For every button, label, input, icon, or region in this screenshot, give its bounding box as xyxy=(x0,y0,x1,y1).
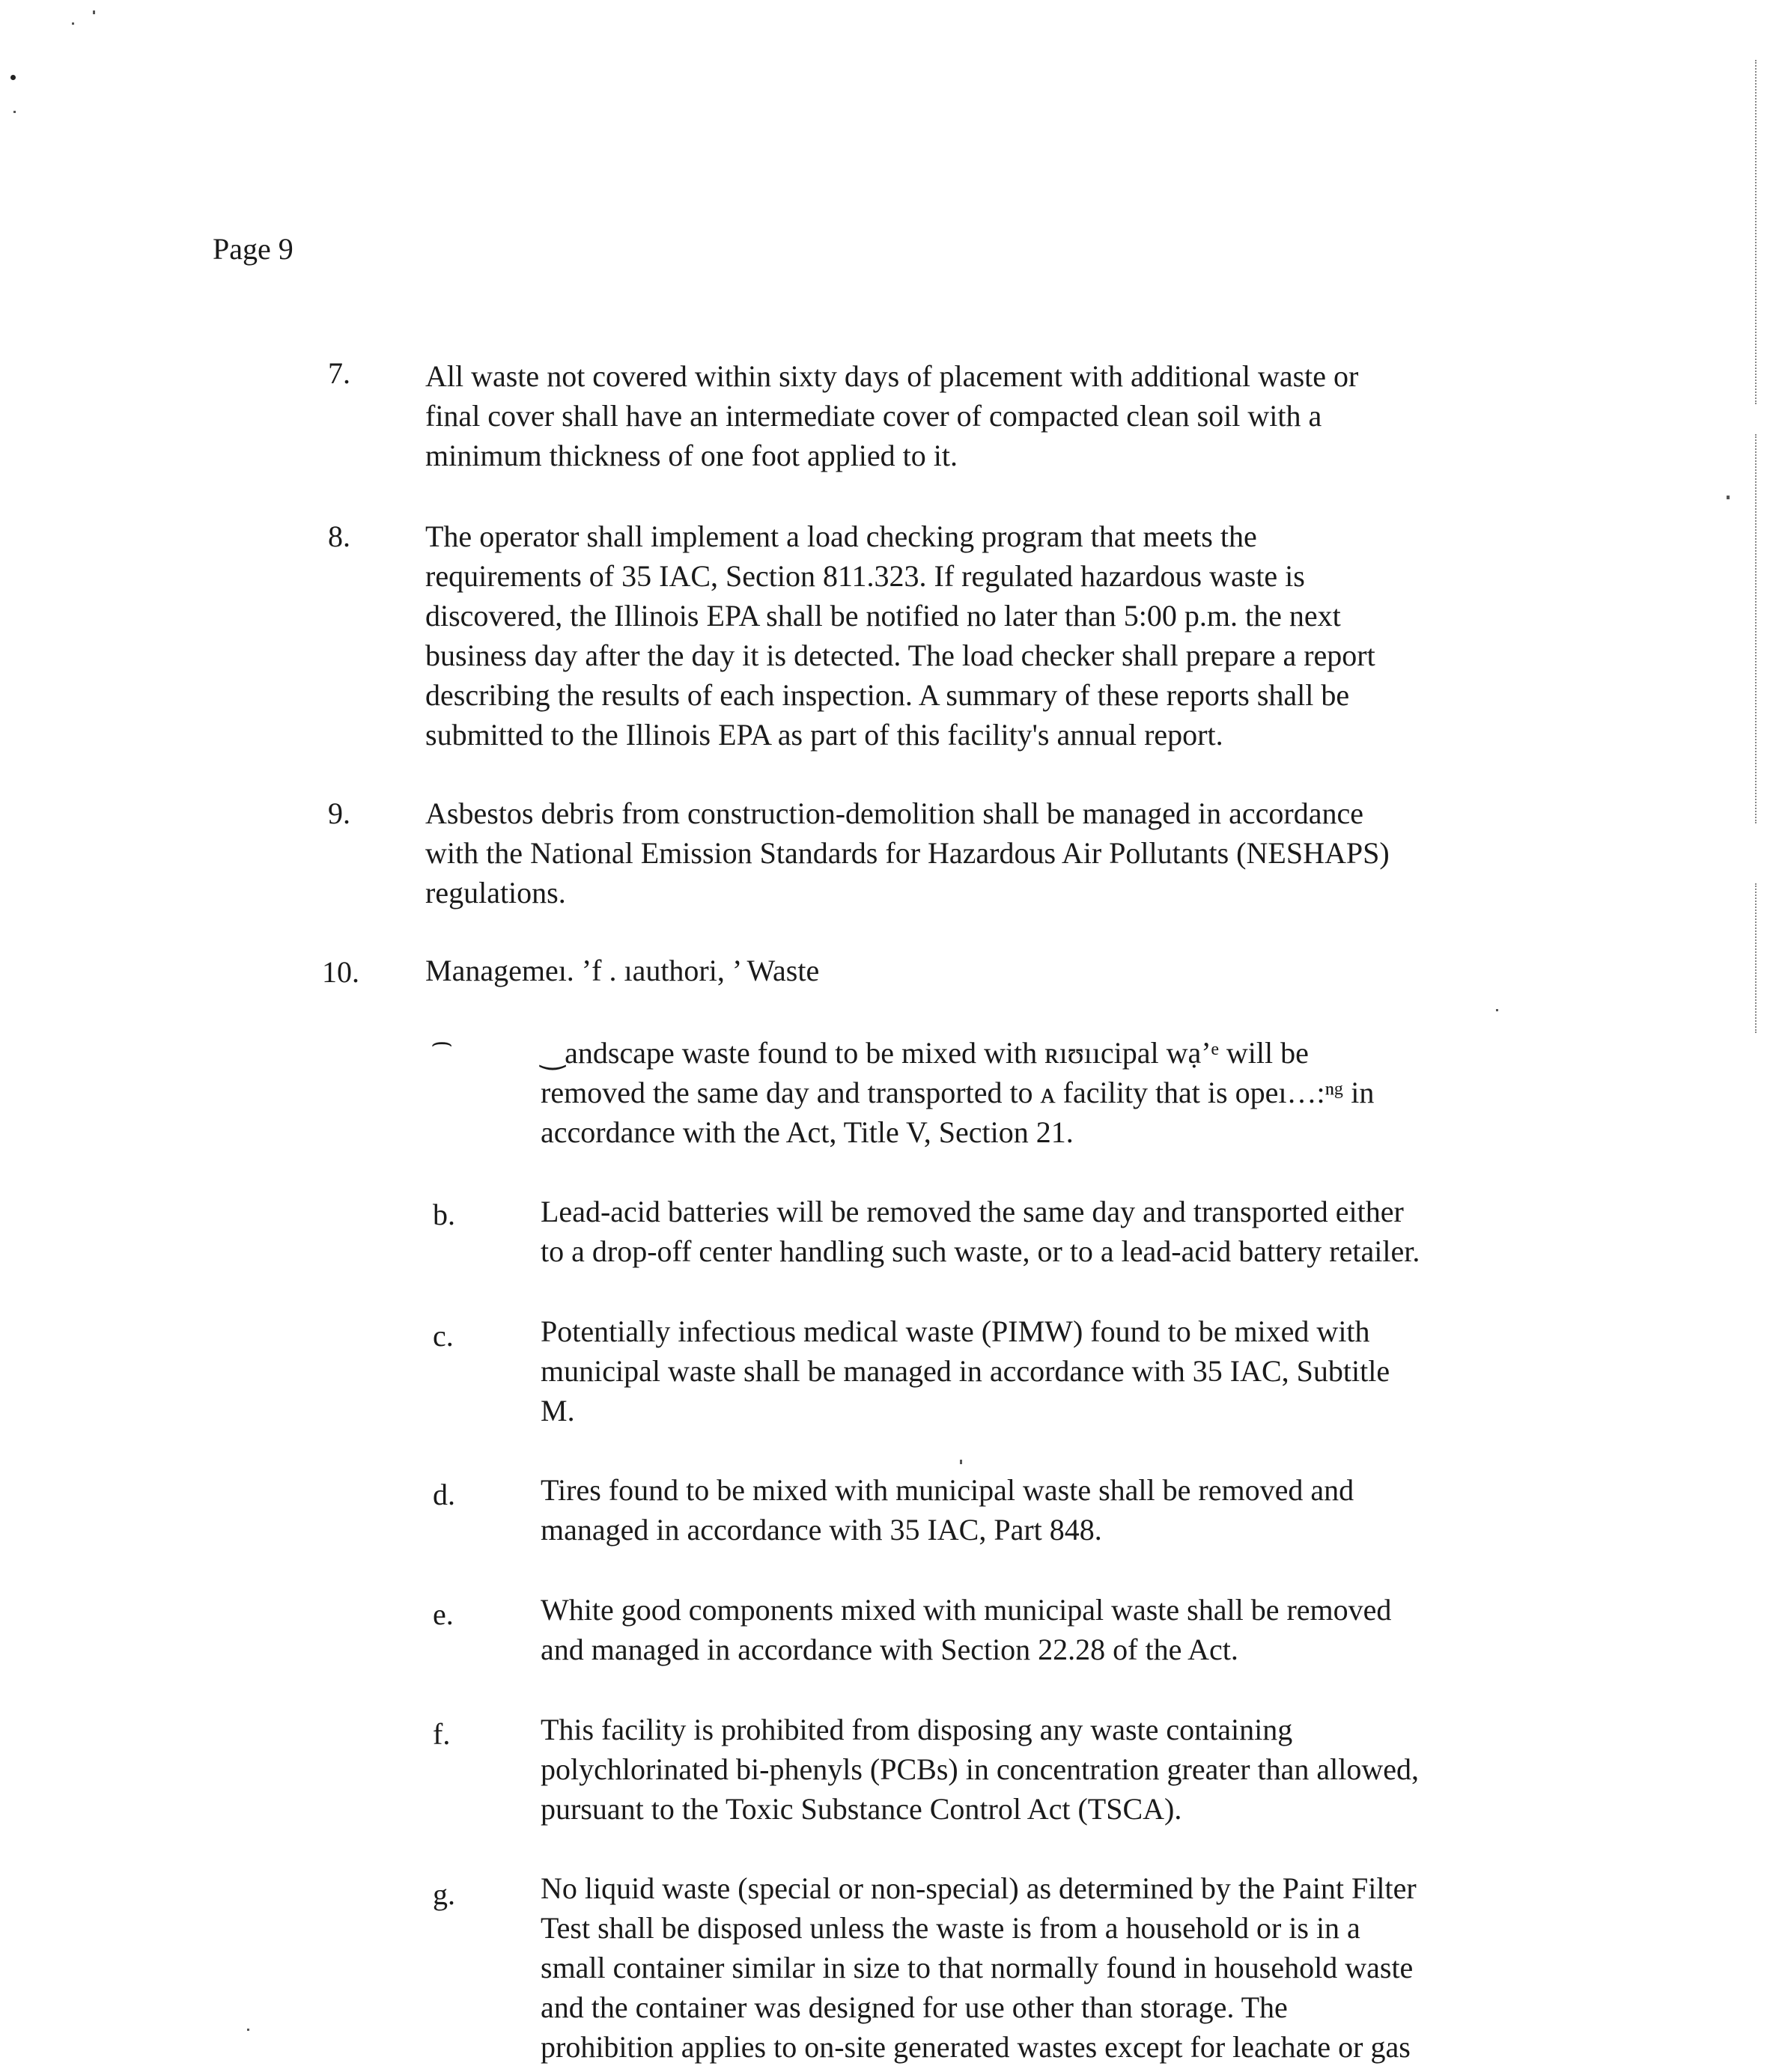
subitem-letter: c. xyxy=(433,1319,454,1353)
text-line: requirements of 35 IAC, Section 811.323. If regulated hazardous waste is xyxy=(425,559,1305,593)
text-line: All waste not covered within sixty days of placement with additional waste or xyxy=(425,359,1359,393)
item-paragraph xyxy=(425,517,1586,755)
text-line: accordance with the Act, Title V, Section 21. xyxy=(541,1115,1074,1149)
item-paragraph xyxy=(425,793,1586,912)
text-line: and the container was designed for use other than storage. The xyxy=(541,1990,1288,2024)
text-line: describing the results of each inspection. A summary of these reports shall be xyxy=(425,678,1350,712)
text-line: Potentially infectious medical waste (PIMW) found to be mixed with xyxy=(541,1314,1370,1348)
subitem-paragraph xyxy=(541,1311,1589,1430)
subitem-paragraph xyxy=(541,1590,1589,1669)
scan-speck xyxy=(13,111,16,113)
item-number: 7. xyxy=(328,356,350,390)
text-line: discovered, the Illinois EPA shall be notified no later than 5:00 p.m. the next xyxy=(425,599,1341,633)
text-line: removed the same day and transported to ᴀ facility that is opeı…:ⁿᵍ in xyxy=(541,1076,1375,1109)
scan-speck xyxy=(93,10,95,14)
scan-speck xyxy=(960,1460,962,1464)
item-number: 10. xyxy=(322,955,359,989)
subitem-paragraph xyxy=(541,1033,1589,1152)
text-line: business day after the day it is detected. The load checker shall prepare a report xyxy=(425,639,1375,672)
text-line: Tires found to be mixed with municipal waste shall be removed and xyxy=(541,1473,1354,1507)
text-line: Asbestos debris from construction-demolition shall be managed in accordance xyxy=(425,796,1363,830)
text-line: polychlorinated bi-phenyls (PCBs) in concentration greater than allowed, xyxy=(541,1752,1420,1786)
page-number-label: Page 9 xyxy=(213,232,294,266)
text-line: to a drop-off center handling such waste, or to a lead-acid battery retailer. xyxy=(541,1234,1420,1268)
item-heading xyxy=(425,951,1586,990)
text-line: municipal waste shall be managed in accordance with 35 IAC, Subtitle xyxy=(541,1354,1390,1388)
scan-speck xyxy=(1727,496,1730,499)
subitem-letter: b. xyxy=(433,1198,455,1231)
item-number: 9. xyxy=(328,796,350,830)
text-line: prohibition applies to on-site generated wastes except for leachate or gas xyxy=(541,2030,1411,2064)
scan-speck xyxy=(247,2029,249,2031)
text-line: Test shall be disposed unless the waste is from a household or is in a xyxy=(541,1911,1360,1945)
subitem-letter: d. xyxy=(433,1478,455,1511)
subitem-paragraph xyxy=(541,1192,1589,1271)
text-line: minimum thickness of one foot applied to it. xyxy=(425,439,958,472)
text-line: White good components mixed with municipal waste shall be removed xyxy=(541,1593,1392,1627)
subitem-paragraph xyxy=(541,1710,1589,1829)
text-line: This facility is prohibited from disposing any waste containing xyxy=(541,1713,1293,1746)
subitem-paragraph xyxy=(541,1868,1589,2067)
text-line: ‿andscape waste found to be mixed with ʀıʊııcipal wạʼᵉ will be xyxy=(541,1036,1309,1070)
text-line: and managed in accordance with Section 22.28 of the Act. xyxy=(541,1633,1238,1666)
subitem-letter: e. xyxy=(433,1597,454,1631)
text-line: M. xyxy=(541,1394,575,1427)
text-line: final cover shall have an intermediate cover of compacted clean soil with a xyxy=(425,399,1322,433)
text-line: submitted to the Illinois EPA as part of this facility's annual report. xyxy=(425,718,1223,752)
text-line: small container similar in size to that normally found in household waste xyxy=(541,1951,1414,1984)
text-line: Lead-acid batteries will be removed the same day and transported either xyxy=(541,1195,1404,1228)
item-number: 8. xyxy=(328,519,350,553)
text-line: managed in accordance with 35 IAC, Part 848. xyxy=(541,1513,1102,1547)
item-paragraph xyxy=(425,356,1586,475)
subitem-paragraph xyxy=(541,1470,1589,1550)
scan-edge-mark xyxy=(1755,434,1758,823)
scan-speck xyxy=(10,75,16,80)
subitem-letter: f. xyxy=(433,1717,451,1751)
text-line: No liquid waste (special or non-special) as determined by the Paint Filter xyxy=(541,1871,1417,1905)
text-line: pursuant to the Toxic Substance Control Act (TSCA). xyxy=(541,1792,1182,1826)
text-line: Managemeı. ʼf . ıauthori, ’ Waste xyxy=(425,954,820,987)
text-line: with the National Emission Standards for Hazardous Air Pollutants (NESHAPS) xyxy=(425,836,1390,870)
text-line: The operator shall implement a load checking program that meets the xyxy=(425,519,1257,553)
scan-edge-mark xyxy=(1755,883,1758,1033)
scan-speck xyxy=(72,22,74,25)
scan-speck xyxy=(1496,1009,1498,1011)
subitem-letter: g. xyxy=(433,1877,455,1911)
scan-edge-mark xyxy=(1755,60,1758,404)
text-line: regulations. xyxy=(425,876,566,909)
